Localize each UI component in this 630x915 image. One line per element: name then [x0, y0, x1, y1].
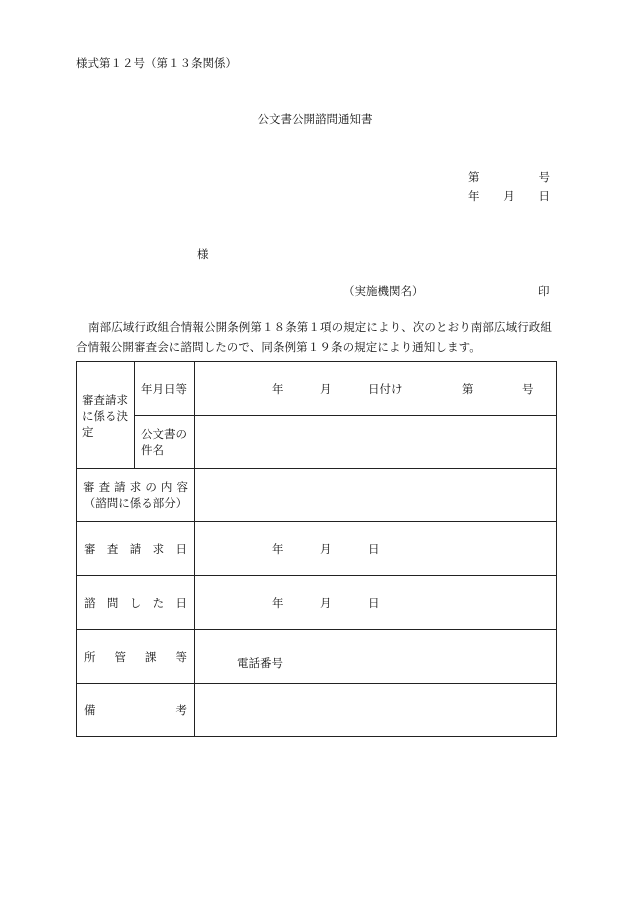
- body-paragraph: 南部広域行政組合情報公開条例第１８条第１項の規定により、次のとおり南部広域行政組合情報公開審査会に諮問したので、同条例第１９条の規定により通知します。: [76, 320, 552, 354]
- decision-dated: 日付け: [368, 381, 403, 396]
- decision-no-suffix: 号: [522, 381, 534, 396]
- document-title: 公文書公開諮問通知書: [257, 112, 373, 126]
- date-month: 月: [503, 189, 515, 203]
- subject-row: [77, 416, 557, 469]
- decision-date-row: [77, 362, 557, 416]
- department-row: [77, 630, 557, 684]
- content-label-main: 審 査 請 求 の 内 容: [83, 480, 188, 494]
- consult-month: 月: [320, 595, 332, 610]
- decision-no-prefix: 第: [462, 381, 474, 396]
- remarks-value[interactable]: [195, 684, 557, 737]
- request-date-row: [77, 522, 557, 576]
- remarks-row: [77, 684, 557, 737]
- content-row: [77, 469, 557, 522]
- addressee-honorific: 様: [197, 247, 209, 261]
- content-label: [77, 469, 195, 522]
- date-day: 日: [538, 189, 550, 203]
- consult-date-label: 諮 問 し た 日: [77, 576, 195, 630]
- consult-day: 日: [368, 595, 380, 610]
- subject-value[interactable]: [195, 416, 557, 469]
- sender-agency: （実施機関名）: [343, 284, 424, 298]
- consult-year: 年: [272, 595, 284, 610]
- consult-date-row: [77, 576, 557, 630]
- document-number: [468, 169, 550, 185]
- decision-month: 月: [320, 381, 332, 396]
- request-date-label: 審 査 請 求 日: [77, 522, 195, 576]
- notice-table: [76, 361, 557, 737]
- decision-date-value: [195, 362, 557, 416]
- consult-date-value: [195, 576, 557, 630]
- subject-label: 公文書の件名: [135, 416, 195, 469]
- seal-mark: 印: [538, 284, 550, 298]
- date-year: 年: [468, 189, 480, 203]
- request-day: 日: [368, 541, 380, 556]
- remarks-label: 備 考: [77, 684, 195, 737]
- content-label-sub: （諮問に係る部分）: [83, 496, 188, 510]
- request-month: 月: [320, 541, 332, 556]
- form-number: 様式第１２号（第１３条関係）: [76, 56, 237, 70]
- decision-label: 審査請求に係る決定: [77, 362, 135, 469]
- department-label: 所 管 課 等: [77, 630, 195, 684]
- date-label: 年月日等: [135, 362, 195, 416]
- number-prefix: 第: [468, 170, 480, 184]
- department-value: [195, 630, 557, 684]
- request-year: 年: [272, 541, 284, 556]
- number-suffix: 号: [538, 170, 550, 184]
- content-value[interactable]: [195, 469, 557, 522]
- request-date-value: [195, 522, 557, 576]
- phone-label: 電話番号: [237, 655, 283, 670]
- document-date: [468, 188, 550, 204]
- decision-year: 年: [272, 381, 284, 396]
